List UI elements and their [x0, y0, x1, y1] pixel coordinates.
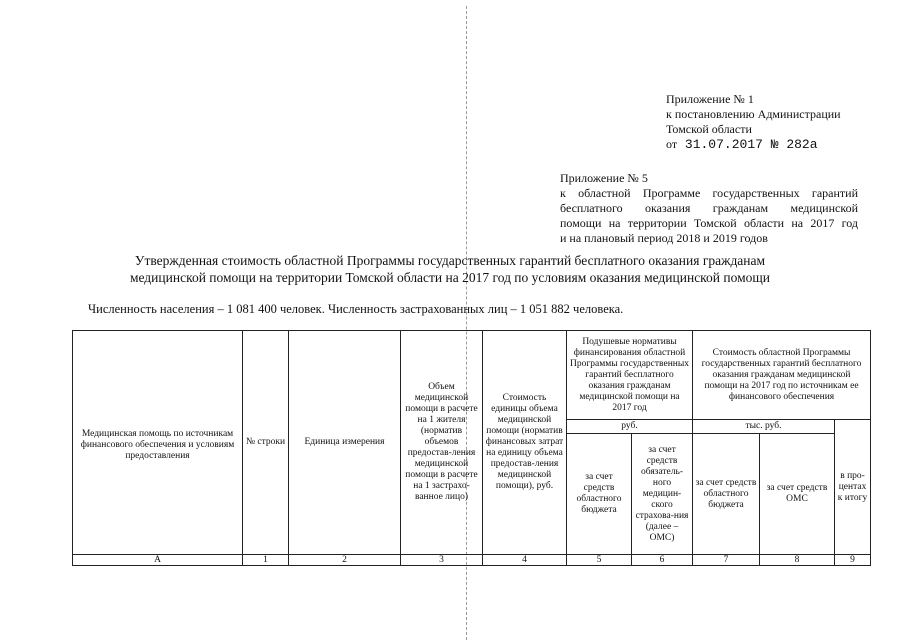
- header-oms-thousand: за счет средств ОМС: [760, 434, 835, 555]
- column-number-row: [73, 555, 871, 566]
- appendix-5-line-1: к областной Программе государственных гарантий: [560, 186, 858, 200]
- cost-table: [72, 330, 871, 566]
- date-prefix: от: [666, 137, 678, 151]
- population-statement: Численность населения – 1 081 400 человек. Численность застрахованных лиц – 1 051 882 человека.: [88, 302, 624, 316]
- header-row-number: № строки: [243, 331, 289, 555]
- header-thousand-rub: тыс. руб.: [693, 420, 835, 434]
- column-number: 4: [483, 555, 567, 566]
- header-per-capita-norms: Подушевые нормативы финансирования областной Программы государственных гарантий бесплатного оказания гражданам медицинской помощи на 2017 год: [567, 331, 693, 420]
- appendix-5-line-2: бесплатного оказания гражданам медицинской: [560, 201, 858, 215]
- header-regional-budget-rub: за счет средств областного бюджета: [567, 434, 632, 555]
- decree-date-number: 31.07.2017 № 282а: [684, 137, 818, 152]
- header-unit: Единица измерения: [289, 331, 401, 555]
- appendix-1-line-2: Томской области: [666, 122, 752, 136]
- column-number: 9: [835, 555, 871, 566]
- column-number: 6: [632, 555, 693, 566]
- document-title: [80, 252, 820, 286]
- header-program-cost: Стоимость областной Программы государственных гарантий бесплатного оказания гражданам медицинской помощи на 2017 год по источникам ее финансового обеспечения: [693, 331, 871, 420]
- column-number: А: [73, 555, 243, 566]
- column-number: 3: [401, 555, 483, 566]
- column-number: 5: [567, 555, 632, 566]
- column-number: 7: [693, 555, 760, 566]
- appendix-5-header: [560, 171, 858, 246]
- header-rub: руб.: [567, 420, 693, 434]
- header-regional-budget-thousand: за счет средств областного бюджета: [693, 434, 760, 555]
- appendix-1-line-1: к постановлению Администрации: [666, 107, 841, 121]
- column-number: 2: [289, 555, 401, 566]
- header-unit-cost: Стоимость единицы объема медицинской помощи (норматив финансовых затрат на единицу объема предостав-ления медицинской помощи), руб.: [483, 331, 567, 555]
- column-number: 8: [760, 555, 835, 566]
- appendix-1-header: [666, 92, 841, 152]
- title-line-2: медицинской помощи на территории Томской области на 2017 год по условиям оказания медицинской помощи: [129, 270, 771, 285]
- column-number: 1: [243, 555, 289, 566]
- header-row-1: [73, 331, 871, 420]
- appendix-5-title: Приложение № 5: [560, 171, 648, 185]
- appendix-1-date-line: [666, 137, 841, 152]
- title-line-1: Утвержденная стоимость областной Программы государственных гарантий бесплатного оказания гражданам: [134, 253, 766, 268]
- appendix-5-line-4: и на плановый период 2018 и 2019 годов: [560, 231, 768, 245]
- header-volume: Объем медицинской помощи в расчете на 1 жителя (норматив объемов предостав-ления медицинской помощи в расчете на 1 застрахо-ванное лицо): [401, 331, 483, 555]
- appendix-1-title: Приложение № 1: [666, 92, 754, 106]
- header-percent-total: в про-центах к итогу: [835, 420, 871, 555]
- header-medical-care: Медицинская помощь по источникам финансового обеспечения и условиям предоставления: [73, 331, 243, 555]
- appendix-5-line-3: помощи на территории Томской области на 2017 год: [560, 216, 858, 230]
- header-oms-funds-rub: за счет средств обязатель-ного медицин-ского страхова-ния (далее – ОМС): [632, 434, 693, 555]
